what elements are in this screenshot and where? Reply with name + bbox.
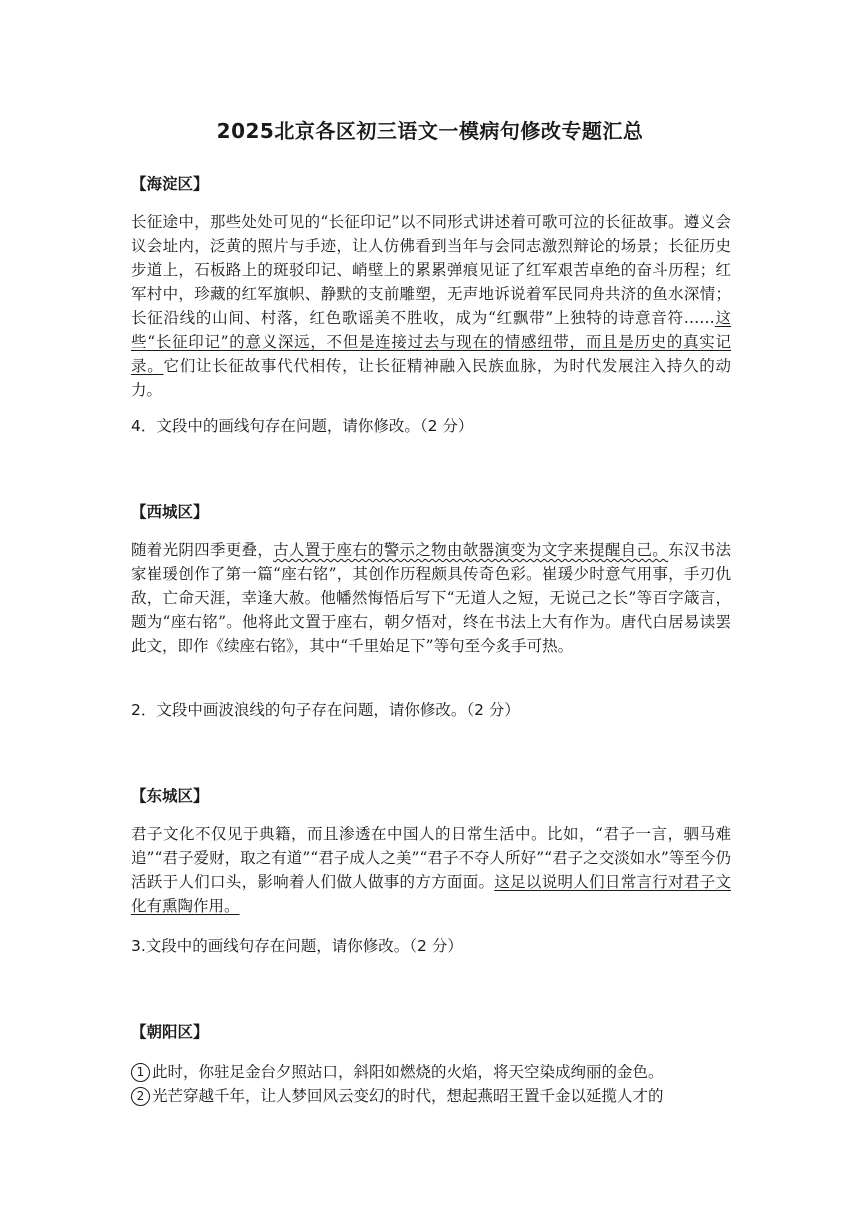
passage-text: 长征途中，那些处处可见的“长征印记”以不同形式讲述着可歌可泣的长征故事。遵义会议会址内，泛黄的照片与手迹，让人仿佛看到当年与会同志激烈辩论的场景；长征历史步道上，石板路上的斑驳印记、峭壁上的累累弹痕见证了红军艰苦卓绝的奋斗历程；红军村中，珍藏的红军旗帜、静默的支前雕塑，无声地诉说着军民同舟共济的鱼水深情；长征沿线的山间、村落，红色歌谣美不胜收，成为“红飘带”上独特的诗意音符……	[131, 213, 731, 327]
passage-xicheng	[131, 538, 731, 658]
sentence-text: 此时，你驻足金台夕照站口，斜阳如燃烧的火焰，将天空染成绚丽的金色。	[152, 1063, 664, 1081]
underlined-sentence: 这些“长征印记”的意义深远，不但是连接过去与现在的情感纽带，而且是历史的真实记录。	[131, 309, 731, 375]
page-title: 2025北京各区初三语文一模病句修改专题汇总	[216, 119, 644, 143]
section-heading-chaoyang: 【朝阳区】	[131, 1023, 209, 1041]
circled-number: 1	[131, 1063, 150, 1082]
passage-text: 随着光阴四季更叠，	[131, 541, 274, 559]
question-haidian: 4．文段中的画线句存在问题，请你修改。（2 分）	[131, 417, 474, 435]
numbered-sentence	[131, 1060, 731, 1084]
passage-text: 东汉书法家崔瑗创作了第一篇“座右铭”，其创作历程颇具传奇色彩。崔瑗少时意气用事，手刃仇敌，亡命天涯，幸逢大赦。他幡然悔悟后写下“无道人之短，无说己之长”等百字箴言，题为“座右铭”。他将此文置于座右，朝夕悟对，终在书法上大有作为。唐代白居易读罢此文，即作《续座右铭》，其中“千里始足下”等句至今炙手可热。	[131, 541, 731, 655]
passage-text: 它们让长征故事代代相传，让长征精神融入民族血脉，为时代发展注入持久的动力。	[131, 357, 731, 399]
sentence-text: 光芒穿越千年，让人梦回风云变幻的时代，想起燕昭王置千金以延揽人才的	[152, 1087, 664, 1105]
passage-text: 君子文化不仅见于典籍，而且渗透在中国人的日常生活中。比如，“君子一言，驷马难追”“君子爱财，取之有道”“君子成人之美”“君子不夺人所好”“君子之交淡如水”等至今仍活跃于人们口头，影响着人们做人做事的方方面面。	[131, 825, 731, 891]
question-dongcheng: 3.文段中的画线句存在问题，请你修改。（2 分）	[131, 937, 463, 955]
section-heading-haidian: 【海淀区】	[131, 175, 209, 193]
section-heading-xicheng: 【西城区】	[131, 503, 209, 521]
passage-chaoyang	[131, 1060, 731, 1108]
circled-number: 2	[131, 1087, 150, 1106]
wavy-underlined-sentence: 古人置于座右的警示之物由欹器演变为文字来提醒自己。	[273, 541, 669, 559]
passage-dongcheng	[131, 822, 731, 918]
question-xicheng: 2．文段中画波浪线的句子存在问题，请你修改。（2 分）	[131, 701, 520, 719]
underlined-sentence: 这足以说明人们日常言行对君子文化有熏陶作用。	[131, 873, 731, 915]
section-heading-dongcheng: 【东城区】	[131, 787, 209, 805]
passage-haidian	[131, 210, 731, 402]
numbered-sentence	[131, 1084, 731, 1108]
